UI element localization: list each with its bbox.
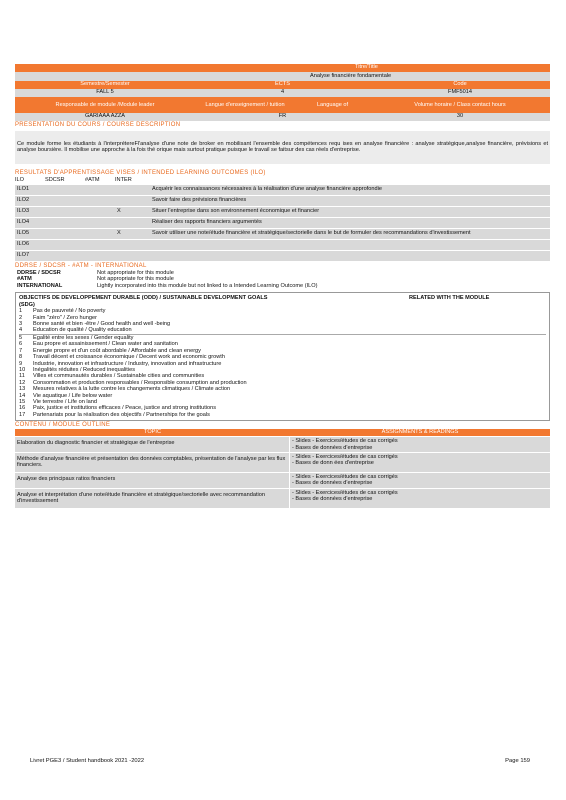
module-title: Analyse financière fondamentale [310,73,392,79]
sdg-number: 2 [19,314,23,321]
dd-text: Lightly incorporated into this module but not linked to a Intended Learning Outcome (ILO) [97,282,318,289]
presentation-heading: PRESENTATION DU COURS / COURSE DESCRIPTION [15,122,181,128]
assignment-line: - Slides - Exercices/études de cas corrigés [292,473,398,480]
sdg-text: Vie aquatique / Life below water [33,392,113,399]
sdg-number: 11 [19,373,25,380]
footer-left: Livret PGE3 / Student handbook 2021 -2022 [30,758,145,764]
ilo-text [150,240,550,251]
language-label: Language of [316,101,349,108]
content-row [15,436,550,452]
dd-text: Not appropriate for this module [97,270,174,277]
ilo-mark: X [115,207,150,218]
code-value: FMF5014 [448,89,472,95]
module-sheet [15,64,550,508]
ilo-mark [115,185,150,196]
content-topic: Elaboration du diagnostic financier et stratégique de l'entreprise [15,437,290,452]
learning-heading: RESULTATS D'APPRENTISSAGE VISES / INTENDED LEARNING OUTCOMES (ILO) [15,169,266,176]
semester-value: FALL 5 [96,89,114,95]
presentation-text: Ce module forme les étudiants à l'interprétereFl'analyse d'une note de broker en mobilisant l'ensemble des compétences requ ises en analyse financière : analyse stratégique,analyse financière, prévisions et analyse boursière. Il mobilise une approche à la fois thé orique mais surtout pratique puisque le travail se faitsur des cas réels d'entreprise. [15,131,550,164]
sdg-number: 14 [19,392,26,399]
footer [30,758,530,765]
ilo-row [15,251,550,262]
assignment-line: - Slides - Exercices/études de cas corrigés [292,489,398,496]
sdg-number: 1 [19,308,23,315]
sdg-text: Eau propre et assainissement / Clean water and sanitation [33,341,178,348]
ilo-mark: X [115,229,150,240]
ilo-row [15,229,550,240]
content-topic: Méthode d'analyse financière et présentation des données comptables, présentation de l'analyse par les flux financiers. [15,453,290,472]
sdg-text: Energie propre et d'un coût abordable / Affordable and clean energy [33,347,201,354]
ilo-text: Savoir faire des prévisions financières [150,196,550,207]
ilo-id: ILO4 [15,218,45,229]
sdg-text: Partenariats pour la réalisation des objectifs / Partnerships for the goals [33,411,210,418]
sdg-number: 10 [19,366,26,373]
content-row [15,472,550,488]
sdg-number: 6 [19,341,23,348]
ilo-text: Savoir utiliser une note/étude financière et stratégique/sectorielle dans le but de formuler des recommandations d'investissement [150,229,550,240]
langue-label: Langue d'enseignement / tuition [205,101,285,108]
content-topic: Analyse des principaux ratios financiers [15,473,290,488]
ilo-id: ILO1 [15,185,45,196]
ilo-mark [115,240,150,251]
content-row [15,488,550,508]
assignment-line: - Bases de données d'entreprise [292,480,373,487]
assignment-line: - Bases de donn ées d'entreprise [292,460,374,467]
sdg-text: Travail décent et croissance économique / Decent work and economic growth [33,354,225,361]
col-inter: INTER [115,176,132,183]
content-header-row [15,429,550,436]
ilo-id: ILO2 [15,196,45,207]
sdg-number: 7 [19,347,23,354]
content-heading: CONTENU / MODULE OUTLINE [15,422,111,429]
assignment-line: - Bases de données d'entreprise [292,444,373,451]
sdg-text: Vie terrestre / Life on land [33,399,97,406]
sdg-text: Paix, justice et institutions efficaces / Peace, justice and strong institutions [33,405,217,412]
ects-label: ECTS [275,81,290,87]
sdg-text: Inégalités réduites / Reduced inequalities [33,366,135,373]
sdg-text: Industrie, innovation et infrastructure / Industry, innovation and infrastructure [33,360,222,367]
ects-value: 4 [280,89,285,95]
responsable-value: GARIAAA AZZA [84,113,126,119]
dd-label: INTERNATIONAL [17,282,63,289]
title-label: Titre/Title [355,64,378,70]
sdg-box [15,292,550,421]
dd-text: Not appropriate for this module [97,276,174,283]
content-topic: Analyse et interprétation d'une note/étude financière et stratégique/sectorielle avec recommandation d'investissement [15,489,290,508]
sdg-header [19,295,546,308]
ilo-text [150,251,550,262]
dd-label: #ATM [17,276,32,283]
dd-row [15,283,550,289]
responsable-label: Responsable de module /Module leader [55,101,155,108]
content-assignments [290,453,550,472]
ilo-id: ILO6 [15,240,45,251]
content-table [15,436,550,507]
col-assignments: ASSIGNMENTS & READINGS [381,429,459,436]
sdg-number: 5 [19,334,23,341]
ilo-text: Réaliser des rapports financiers argumentés [150,218,550,229]
semester-value-row [15,89,550,97]
learning-table [15,185,550,263]
sdg-number: 8 [19,354,23,361]
sdg-text: Villes et communautés durables / Sustainable cities and communities [33,373,205,380]
content-row [15,452,550,472]
title-label-bar [15,64,550,72]
sdg-number: 9 [19,360,23,367]
sdg-text: Egalité entre les sexes / Gender equality [33,334,134,341]
col-topic: TOPIC [144,429,161,436]
content-assignments [290,473,550,488]
ilo-id: ILO7 [15,251,45,262]
sdg-number: 17 [19,411,26,418]
page-number: Page 159 [505,758,530,764]
code-label: Code [453,81,467,87]
dd-label: DDRSE / SDCSR [17,270,61,277]
sdg-number: 13 [19,386,26,393]
content-assignments [290,489,550,508]
ilo-mark [115,218,150,229]
ilo-text: Situer l'entreprise dans son environnement économique et financier [150,207,550,218]
ilo-mark [115,251,150,262]
title-bar [15,72,550,81]
dd-table [15,270,550,289]
ilo-row [15,240,550,251]
sdg-text: Bonne santé et bien -être / Good health and well -being [33,320,171,327]
sdg-item [19,412,546,418]
volume-value: 30 [456,113,464,119]
ilo-row [15,196,550,207]
assignment-line: - Slides - Exercices/études de cas corrigés [292,454,398,461]
sdg-text: Mesures relatives à la lutte contre les changements climatiques / Climate action [33,386,231,393]
sdg-number: 12 [19,379,26,386]
dd-heading: DDRSE / SDCSR - #ATM - INTERNATIONAL [15,263,147,270]
ilo-row [15,185,550,196]
sdg-item [19,334,546,341]
ilo-id: ILO5 [15,229,45,240]
sdg-text: Education de qualité / Quality education [33,327,132,334]
langue-value: FR [278,113,287,119]
content-assignments [290,437,550,452]
responsable-header-row [15,97,550,113]
ilo-id: ILO3 [15,207,45,218]
ilo-row [15,207,550,218]
volume-label: Volume horaire / Class contact hours [414,101,506,108]
ilo-text: Acquérir les connaissances nécessaires à la réalisation d'une analyse financière approfondie [150,185,550,196]
ilo-mark [115,196,150,207]
semester-header-row [15,81,550,89]
assignment-line: - Slides - Exercices/études de cas corrigés [292,438,398,445]
semester-label: Semestre/Semester [80,81,130,87]
learning-columns [15,177,550,185]
sdg-number: 15 [19,399,26,406]
col-atm: #ATM [85,176,100,183]
col-ilo: ILO [15,176,25,183]
sdg-text: Consommation et production responsables / Responsible consumption and production [33,379,247,386]
col-sdcsr: SDCSR [45,176,65,183]
sdg-text: Pas de pauvreté / No poverty [33,308,106,315]
sdg-text: Faim "zéro" / Zero hunger [33,314,97,321]
sdg-list [19,308,546,418]
sdg-heading: OBJECTIFS DE DEVELOPPEMENT DURABLE (ODD) / SUSTAINABLE DEVELOPMENT GOALS (SDG) [19,295,268,308]
sdg-number: 3 [19,320,23,327]
sdg-related-heading: RELATED WITH THE MODULE [409,295,490,302]
assignment-line: - Bases de données d'entreprise [292,496,373,503]
sdg-number: 16 [19,405,26,412]
sdg-number: 4 [19,327,23,334]
ilo-row [15,218,550,229]
responsable-value-row [15,113,550,121]
